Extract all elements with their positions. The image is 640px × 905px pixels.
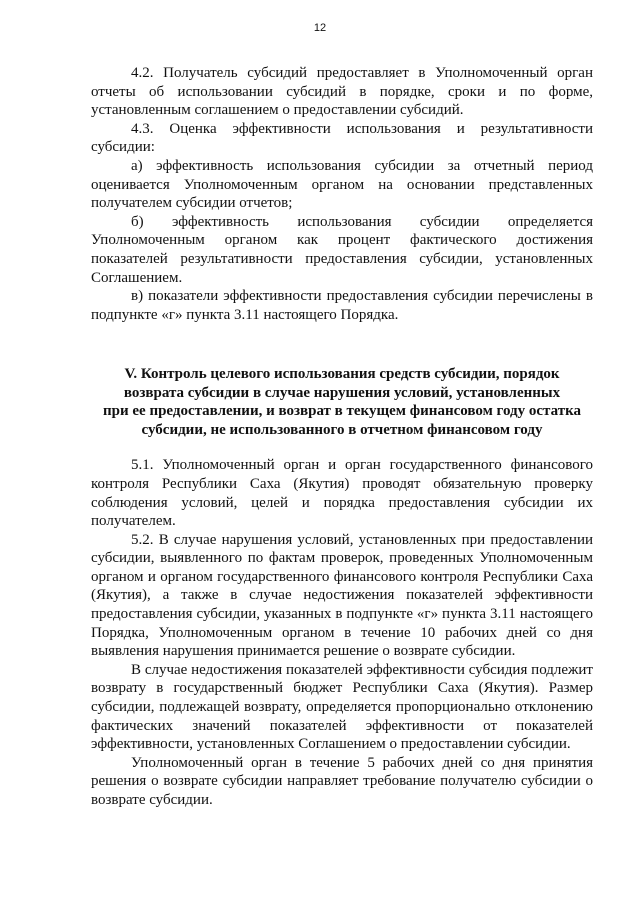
paragraph-5-1: 5.1. Уполномоченный орган и орган государственного финансового контроля Республики Саха (Якутия) проводят обязательную проверку соблюдения условий, целей и порядка предоставления субсидии их получателем. bbox=[91, 457, 593, 530]
page-number: 12 bbox=[313, 22, 327, 34]
section-heading-line: V. Контроль целевого использования средств субсидии, порядок bbox=[124, 366, 560, 383]
paragraph-4-3: 4.3. Оценка эффективности использования и результативности субсидии: bbox=[91, 120, 593, 156]
section-heading-line: субсидии, не использованного в отчетном финансовом году bbox=[141, 421, 543, 438]
paragraph-4-3-a: а) эффективность использования субсидии за отчетный период оценивается Уполномоченным органом на основании представленных получателем субсидии отчетов; bbox=[91, 157, 593, 212]
document-body bbox=[91, 64, 593, 810]
paragraph-4-3-v: в) показатели эффективности предоставления субсидии перечислены в подпункте «г» пункта 3.11 настоящего Порядка. bbox=[91, 288, 593, 323]
paragraph-4-2: 4.2. Получатель субсидий предоставляет в Уполномоченный орган отчеты об использовании субсидий в порядке, сроки и по форме, установленным соглашением о предоставлении субсидий. bbox=[91, 65, 593, 119]
section-heading-line: возврата субсидии в случае нарушения условий, установленных bbox=[123, 384, 561, 401]
section-heading-line: при ее предоставлении, и возврат в текущем финансовом году остатка bbox=[103, 403, 581, 420]
paragraph-return-shortfall: В случае недостижения показателей эффективности субсидия подлежит возврату в государственный бюджет Республики Саха (Якутия). Размер субсидии, подлежащей возврату, определяется пропорционально отклонению фактических значений показателей эффективности от показателей эффективности, установленных Соглашением о предоставлении субсидии. bbox=[91, 661, 593, 753]
paragraph-4-3-b: б) эффективность использования субсидии определяется Уполномоченным органом как процент фактического достижения показателей результативности предоставления субсидии, установленных Соглашением. bbox=[91, 213, 593, 286]
section-heading bbox=[91, 365, 593, 439]
paragraph-5-2: 5.2. В случае нарушения условий, установленных при предоставлении субсидии, выявленного по фактам проверок, проведенных Уполномоченным органом и органом государственного финансового контроля Республики Саха (Якутия), а также в случае недостижения показателей эффективности предоставления субсидии, указанных в подпункте «г» пункта 3.11 настоящего Порядка, Уполномоченным органом в течение 10 рабочих дней со дня выявления нарушения принимается решение о возврате субсидии. bbox=[91, 531, 593, 660]
paragraph-return-demand: Уполномоченный орган в течение 5 рабочих дней со дня принятия решения о возврате субсидии направляет требование получателю субсидии о возврате субсидии. bbox=[91, 754, 593, 808]
